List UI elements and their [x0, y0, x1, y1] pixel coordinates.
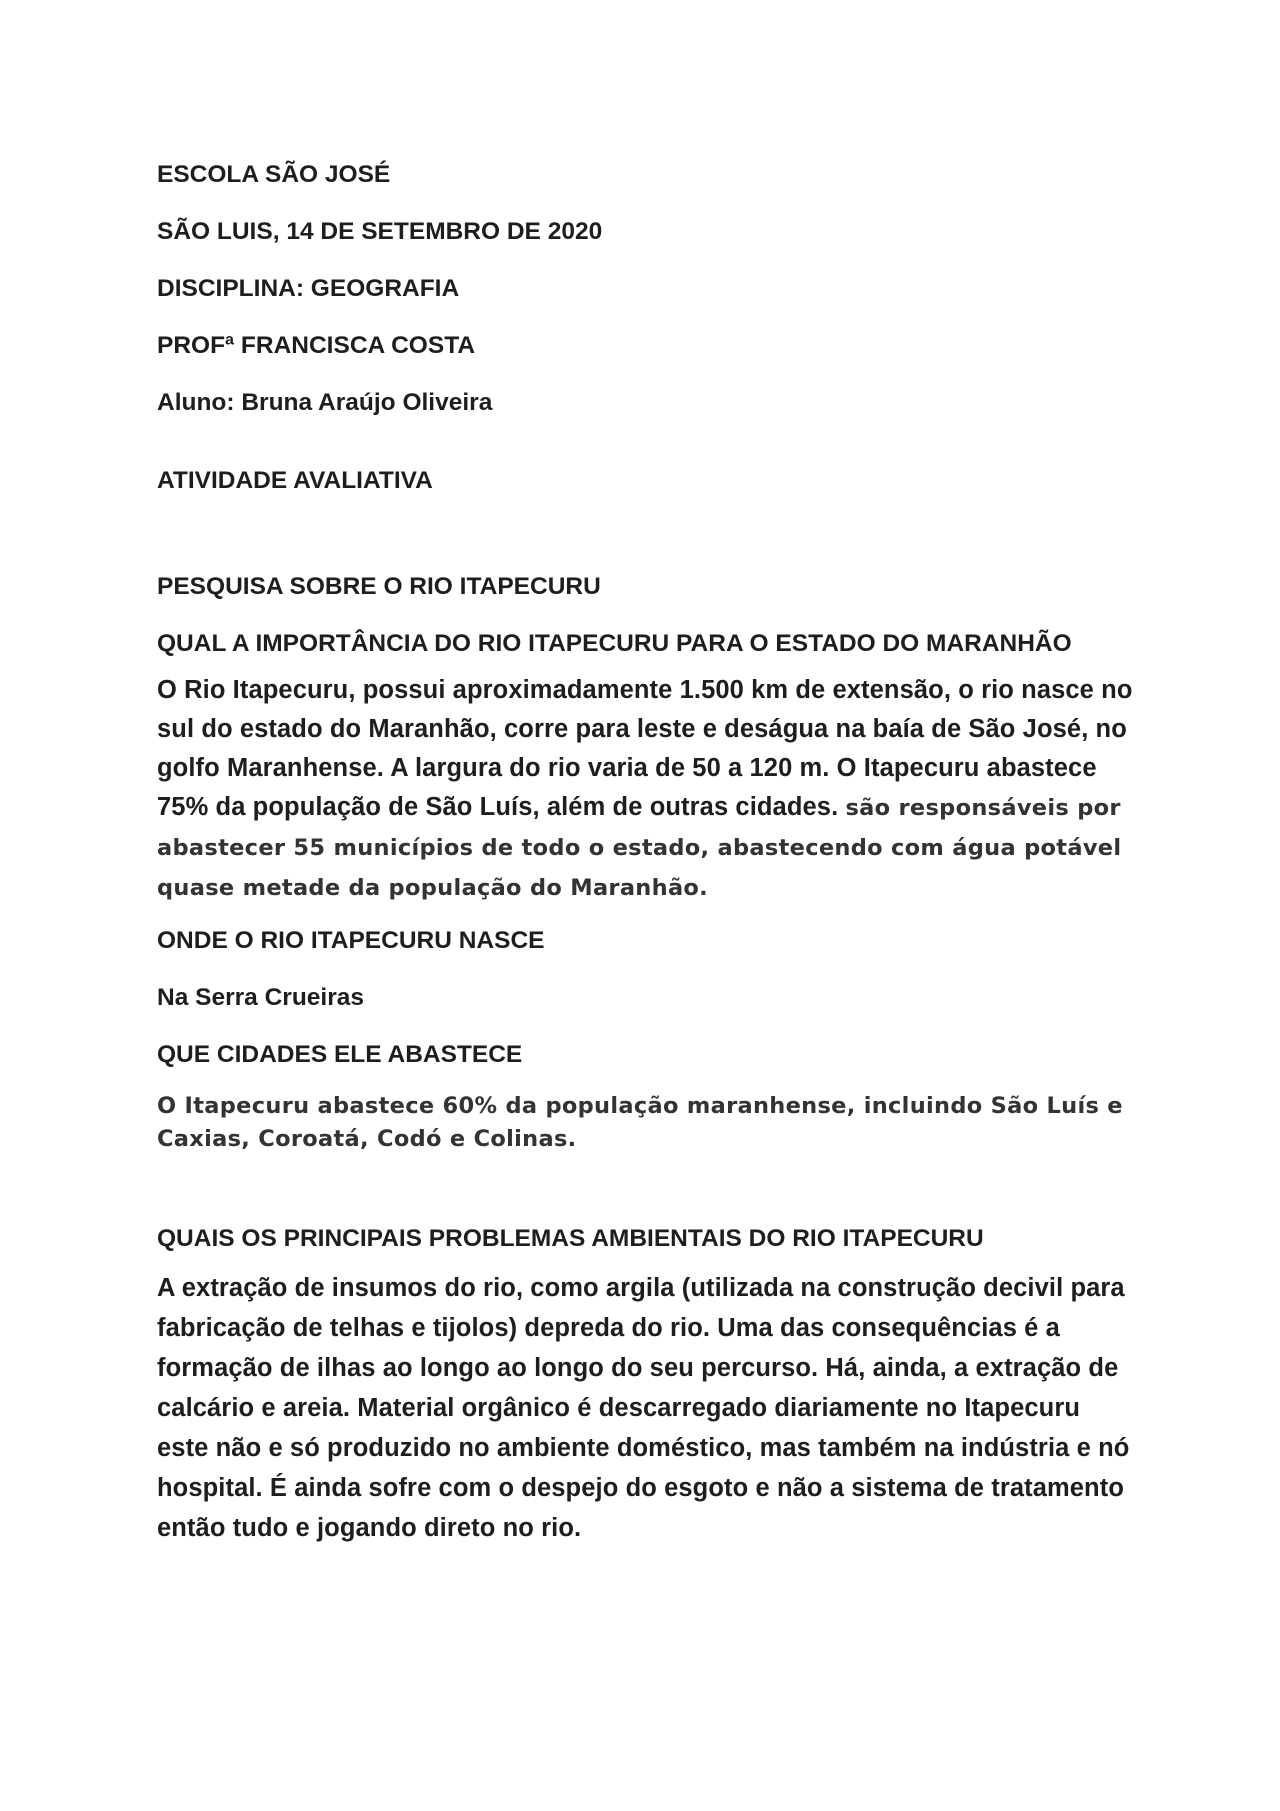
question-importance: QUAL A IMPORTÂNCIA DO RIO ITAPECURU PARA O ESTADO DO MARANHÃO — [157, 630, 1072, 657]
answer-importance-extra: são responsáveis por abastecer 55 municípios de todo o estado, abastecendo com água potável quase metade da população do Maranhão. — [157, 795, 1122, 901]
question-cities: QUE CIDADES ELE ABASTECE — [157, 1041, 523, 1068]
answer-cities: O Itapecuru abastece 60% da população maranhense, incluindo São Luís e Caxias, Coroatá, Codó e Colinas. — [157, 1093, 1123, 1152]
activity-title: ATIVIDADE AVALIATIVA — [157, 467, 433, 494]
question-problems: QUAIS OS PRINCIPAIS PROBLEMAS AMBIENTAIS DO RIO ITAPECURU — [157, 1225, 984, 1252]
school-name: ESCOLA SÃO JOSÉ — [157, 161, 391, 188]
date-line: SÃO LUIS, 14 DE SETEMBRO DE 2020 — [157, 218, 603, 245]
answer-source: Na Serra Crueiras — [157, 984, 365, 1011]
answer-importance — [157, 671, 1137, 908]
answer-importance-main: O Rio Itapecuru, possui aproximadamente 1.500 km de extensão, o rio nasce no sul do estado do Maranhão, corre para leste e deságua na baía de São José, no golfo Maranhense. A largura do rio varia de 50 a 120 m. O Itapecuru abastece 75% da população de São Luís, além de outras cidades. — [157, 676, 1133, 821]
research-title: PESQUISA SOBRE O RIO ITAPECURU — [157, 573, 601, 600]
document-content — [157, 160, 1137, 1548]
teacher-line: PROFª FRANCISCA COSTA — [157, 332, 476, 359]
student-line: Aluno: Bruna Araújo Oliveira — [157, 389, 493, 416]
question-source: ONDE O RIO ITAPECURU NASCE — [157, 927, 545, 954]
subject-line: DISCIPLINA: GEOGRAFIA — [157, 275, 460, 302]
answer-problems: A extração de insumos do rio, como argila (utilizada na construção decivil para fabricação de telhas e tijolos) depreda do rio. Uma das consequências é a formação de ilhas ao longo ao longo do seu percurso. Há, ainda, a extração de calcário e areia. Material orgânico é descarregado diariamente no Itapecuru este não e só produzido no ambiente doméstico, mas também na indústria e nó hospital. É ainda sofre com o despejo do esgoto e não a sistema de tratamento então tudo e jogando direto no rio. — [157, 1274, 1130, 1542]
